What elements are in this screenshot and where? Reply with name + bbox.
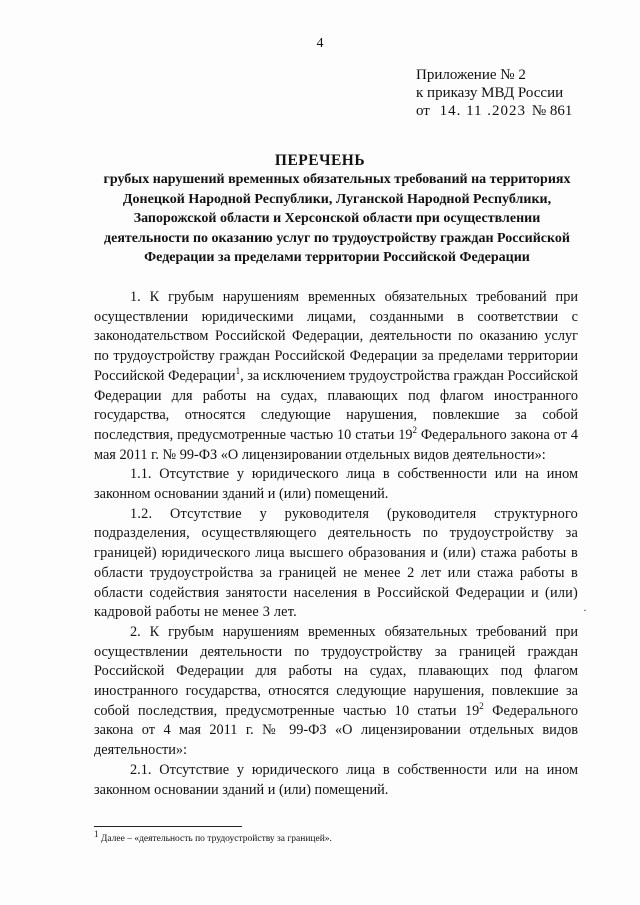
superscript-19-2: 2 [412, 425, 418, 436]
paragraph-2-text-a: 2. К грубым нарушениям временных обязательных требований при осуществлении деятельности по трудоустройству за границей граждан Российской Федерации для работы на судах, плавающих под флагом иностранного государства, относятся следующие нарушения, повлекшие за собой последствия, предусмотренные частью 10 статьи 19 [94, 623, 578, 719]
order-date-prefix: от [416, 103, 430, 119]
order-date: 14. 11 .2023 [439, 103, 527, 119]
appendix-line-2: к приказу МВД России [416, 85, 564, 101]
scan-mark: · [583, 603, 587, 617]
paragraph-1 [94, 288, 578, 465]
page-number: 4 [316, 36, 324, 51]
paragraph-2-1: 2.1. Отсутствие у юридического лица в собственности или на ином законном основании зданий и (или) помещений. [94, 761, 578, 798]
appendix-header [416, 66, 572, 120]
document-title: ПЕРЕЧЕНЬ [274, 152, 366, 169]
paragraph-1-text-b: , за исключением трудоустройства граждан Российской Федерации для работы на судах, плавающих под флагом иностранного государства, относятся следующие нарушения, повлекшие за собой последствия, предусмотренные частью 10 статьи 19 [94, 367, 578, 443]
document-subtitle: грубых нарушений временных обязательных требований на территориях Донецкой Народной Республики, Луганской Народной Республики, Запорожской области и Херсонской области при осуществлении деятельности по оказанию услуг по трудоустройству граждан Российской Федерации за пределами территории Российской Федерации [103, 172, 571, 265]
footnote-ref-1: 1 [235, 366, 241, 377]
paragraph-1-2: 1.2. Отсутствие у руководителя (руководителя структурного подразделения, осуществляющего деятельность по трудоустройству за границей) юридического лица высшего образования и (или) стажа работы в области трудоустройства за границей не менее 2 лет или стажа работы в области содействия занятости населения в Российской Федерации и (или) кадровой работы не менее 3 лет. [94, 505, 578, 621]
order-date-line [416, 102, 572, 120]
order-number: № 861 [531, 103, 573, 119]
paragraph-2 [94, 623, 578, 761]
document-body [94, 288, 578, 800]
paragraph-2-text-b: Федерального закона от 4 мая 2011 г. № 99-ФЗ «О лицензировании отдельных видов деятельности»: [94, 702, 578, 759]
appendix-line-1: Приложение № 2 [416, 67, 526, 83]
paragraph-1-text-c: Федерального закона от 4 мая 2011 г. № 99-ФЗ «О лицензировании отдельных видов деятельности»: [94, 426, 578, 463]
paragraph-1-text-a: 1. К грубым нарушениям временных обязательных требований при осуществлении юридическими лицами, созданными в соответствии с законодательством Российской Федерации, деятельности по оказанию услуг по трудоустройству граждан Российской Федерации за пределами территории Российской Федерации [94, 289, 578, 384]
paragraph-1-1: 1.1. Отсутствие у юридического лица в собственности или на ином законном основании зданий и (или) помещений. [94, 466, 578, 503]
superscript-19-2-b: 2 [479, 701, 484, 711]
footnote-text: Далее – «деятельность по трудоустройству за границей». [98, 834, 332, 844]
footnote [94, 828, 578, 845]
footnote-marker: 1 [94, 828, 99, 839]
footnote-divider [94, 826, 242, 827]
